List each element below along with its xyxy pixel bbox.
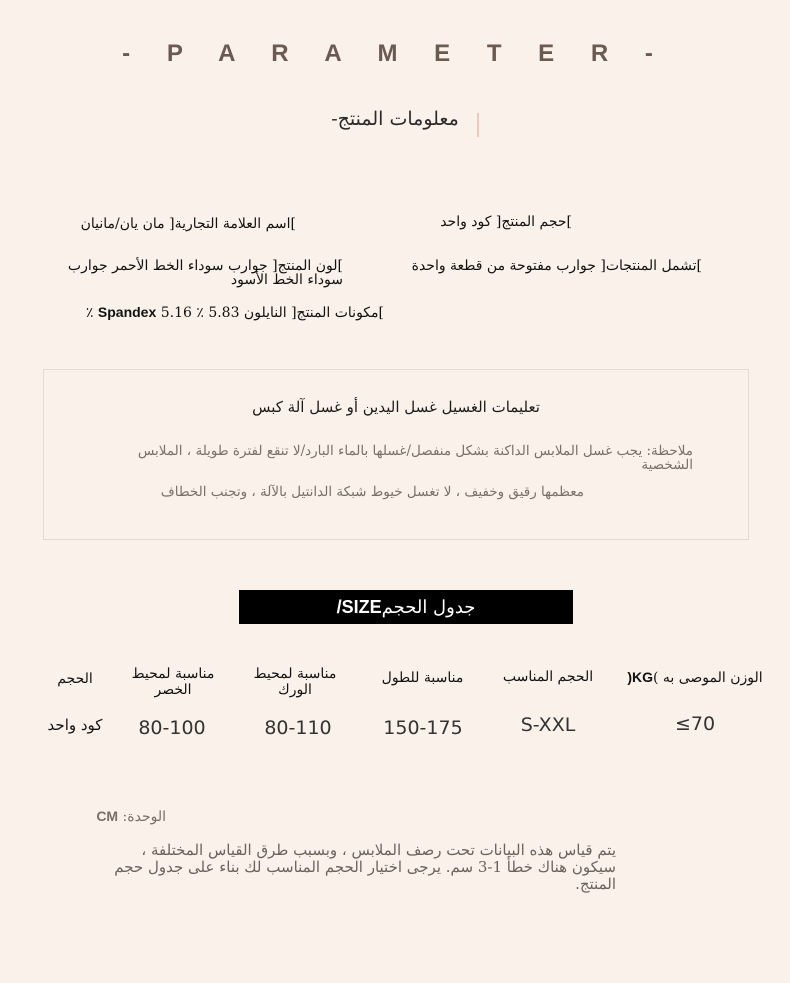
- measurement-footnote: يتم قياس هذه البيانات تحت رصف الملابس ، وبسبب طرق القياس المختلفة ، سيكون هناك خطأ 1-3 سم. يرجى اختيار الحجم المناسب لك بناء على جدول حجم المنتج.: [114, 841, 616, 893]
- parameter-heading: - P A R A M E T E R -: [122, 40, 668, 67]
- product-info-title-text: -معلومات المنتج: [331, 108, 459, 130]
- size-chart-banner-en: SIZE/: [336, 597, 382, 617]
- cell-hip: 80-110: [264, 717, 332, 739]
- cell-weight: ≤70: [674, 713, 716, 735]
- unit-label-text: الوحدة:: [118, 809, 166, 825]
- care-note-continued: معظمها رقيق وخفيف ، لا تغسل خيوط شبكة الدانتيل بالآلة ، وتجنب الخطاف: [160, 484, 584, 500]
- composition-spandex: Spandex: [97, 304, 157, 320]
- param-product-size: ]حجم المنتج[ كود واحد: [440, 214, 572, 230]
- product-info-title: [0, 108, 790, 130]
- care-note: ملاحظة: يجب غسل الملابس الداكنة بشكل منفصل/غسلها بالماء البارد/لا تنقع لفترة طويلة ، الملابس الشخصية: [137, 443, 693, 473]
- param-color: ]لون المنتج[ جوارب سوداء الخط الأحمر جوارب سوداء الخط الأسود: [67, 258, 343, 288]
- header-waist: مناسبة لمحيط الخصر: [131, 666, 215, 698]
- composition-prefix: ]مكونات المنتج[ النايلون 5.83 ٪: [191, 305, 384, 321]
- title-accent-bar: [477, 113, 479, 137]
- size-chart-banner-ar: جدول الحجم: [381, 597, 476, 618]
- header-hip: مناسبة لمحيط الورك: [253, 666, 337, 698]
- cell-fit-size: S-XXL: [520, 714, 576, 736]
- header-fit-size: الحجم المناسب: [502, 669, 594, 685]
- header-weight-unit: KG(: [627, 669, 653, 685]
- composition-suffix: 5.16 ٪: [85, 305, 192, 321]
- cell-length: 150-175: [383, 717, 463, 739]
- header-weight-text: الوزن الموصى به ): [652, 670, 763, 686]
- size-chart-banner: [239, 590, 573, 624]
- param-brand-name: ]اسم العلامة التجارية[ مان يان/مانيان: [80, 216, 296, 232]
- header-size: الحجم: [57, 671, 93, 687]
- unit-label: [96, 808, 166, 825]
- param-composition: [50, 305, 384, 320]
- header-recommended-weight: [620, 669, 770, 686]
- cell-size: كود واحد: [47, 716, 103, 734]
- param-includes: ]تشمل المنتجات[ جوارب مفتوحة من قطعة واحدة: [411, 258, 702, 274]
- cell-waist: 80-100: [138, 717, 206, 739]
- care-instructions-title: تعليمات الغسيل غسل اليدين أو غسل آلة كبس: [252, 398, 540, 416]
- unit-value: CM: [96, 808, 119, 824]
- header-length: مناسبة للطول: [381, 670, 464, 686]
